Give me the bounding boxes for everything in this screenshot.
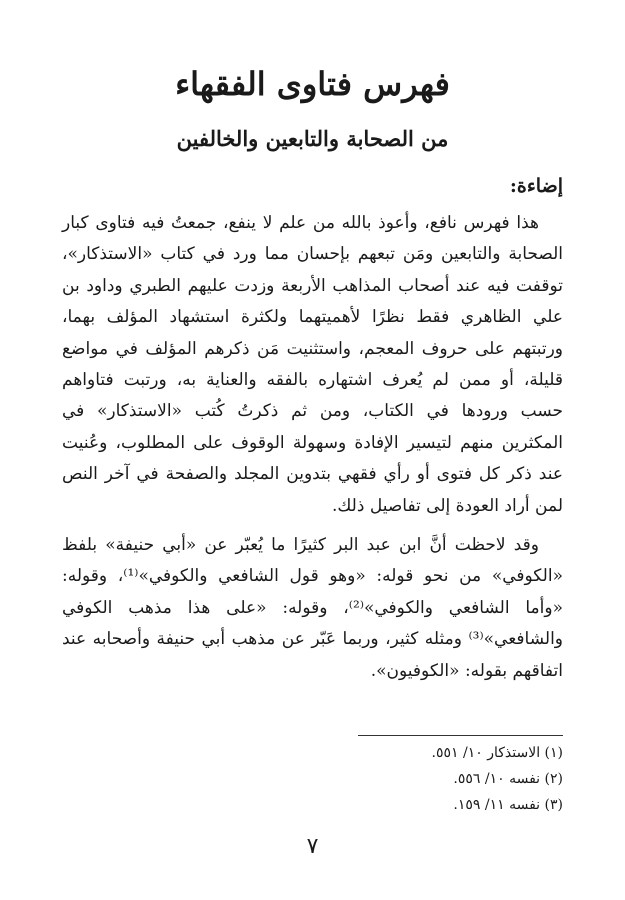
footnote: (٣) نفسه ١١/ ١٥٩. bbox=[453, 797, 563, 813]
page-subtitle: من الصحابة والتابعين والخالفين bbox=[176, 126, 449, 151]
body-paragraph: هذا فهرس نافع، وأعوذ بالله من علم لا ينفع، جمعتُ فيه فتاوى كبار الصحابة والتابعين ومَن تبعهم بإحسان مما ورد في كتاب «الاستذكار»، توقفت فيه عند أصحاب المذاهب الأربعة وزدت عليهم الطبري وداود بن علي الظاهري فقط نظرًا لأهميتهما ولكثرة استشهاد المؤلف بهما، ورتبتهم على حروف المعجم، واستثنيت مَن ذكرهم المؤلف في مواضع قليلة، أو ممن لم يُعرف اشتهاره بالفقه والعناية به، ورتبت فتاواهم حسب ورودها في الكتاب، ومن ثم ذكرتُ كُتب «الاستذكار» في المكثرين منهم لتيسير الإفادة وسهولة الوقوف على المطلوب، وعُنيت عند ذكر كل فتوى أو رأي فقهي بتدوين المجلد والصفحة في آخر النص لمن أراد العودة إلى تفاصيل ذلك. bbox=[62, 213, 563, 516]
page-title: فهرس فتاوى الفقهاء bbox=[175, 65, 450, 103]
footnotes-section bbox=[62, 735, 563, 818]
footnote-list bbox=[62, 740, 563, 818]
section-heading: إضاءة: bbox=[509, 175, 563, 197]
page-number: ٧ bbox=[306, 834, 319, 859]
body-paragraph: وقد لاحظت أنَّ ابن عبد البر كثيرًا ما يُعبّر عن «أبي حنيفة» بلفظ «الكوفي» من نحو قوله: «وهو قول الشافعي والكوفي»⁽¹⁾، وقوله: «وأما الشافعي والكوفي»⁽²⁾، وقوله: «على هذا مذهب الكوفي والشافعي»⁽³⁾ ومثله كثير، وربما عَبّر عن مذهب أبي حنيفة وأصحابه عند اتفاقهم بقوله: «الكوفيون». bbox=[62, 535, 563, 681]
footnote: (١) الاستذكار ١٠/ ٥٥١. bbox=[431, 745, 563, 761]
footnote-divider bbox=[358, 735, 563, 736]
footnote: (٢) نفسه ١٠/ ٥٥٦. bbox=[453, 771, 563, 787]
